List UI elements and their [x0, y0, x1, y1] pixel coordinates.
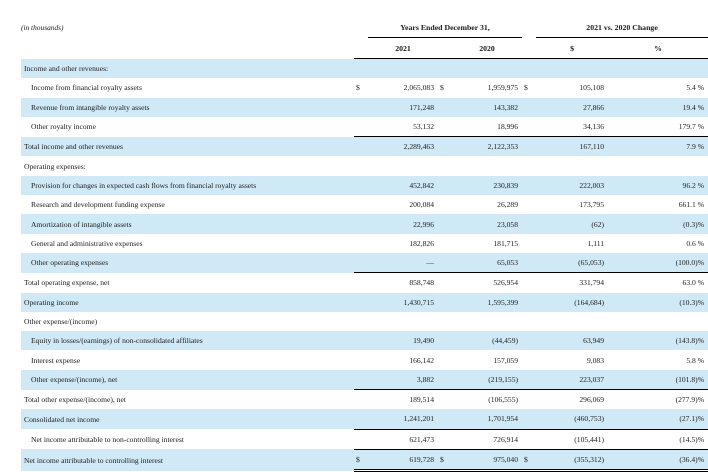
table-row: [21, 429, 708, 449]
value-2021: 1,430,715: [368, 293, 438, 312]
row-label: Income from financial royalty assets: [31, 83, 142, 93]
table-row: [21, 98, 708, 117]
value-2021: 53,132: [368, 117, 438, 137]
years-group-header: Years Ended December 31,: [368, 17, 522, 38]
row-label: Interest expense: [31, 355, 81, 365]
value-2021: [368, 312, 438, 331]
value-2020: [452, 59, 522, 79]
currency-symbol: [522, 293, 536, 312]
table-row: [21, 195, 708, 214]
percent-change: 5.8 %: [686, 355, 705, 365]
percent-change: 63.0 %: [682, 278, 705, 288]
row-label: Net income attributable to controlling interest: [21, 449, 354, 470]
currency-symbol: [522, 253, 536, 273]
value-2021: 171,248: [368, 98, 438, 117]
header-row: [21, 17, 708, 38]
currency-symbol: [438, 117, 452, 137]
currency-symbol: [354, 293, 368, 312]
row-label: Equity in losses/(earnings) of non-consolidated affiliates: [21, 331, 354, 350]
percent-change: [608, 156, 708, 175]
currency-symbol: [438, 234, 452, 253]
value-2021: [368, 59, 438, 79]
percent-change: (14.5)%: [608, 429, 708, 449]
currency-symbol: [438, 390, 452, 410]
dollar-change: (164,684): [536, 293, 608, 312]
dollar-change: 63,949: [536, 331, 608, 350]
row-label: Operating expenses:: [24, 161, 86, 171]
table-row: [21, 312, 708, 331]
dollar-change: 222,003: [536, 176, 608, 195]
dollar-change: (105,441): [536, 429, 608, 449]
row-label: Net income attributable to non-controlling interest: [31, 434, 184, 444]
row-label: Total other expense/(income), net: [24, 394, 126, 404]
currency-symbol: [522, 59, 536, 79]
percent-change: 661.1 %: [678, 200, 705, 210]
table-row: [21, 253, 708, 273]
table-row: [21, 390, 708, 410]
table-row: [21, 137, 708, 157]
percent-change: [608, 59, 708, 79]
currency-symbol: [438, 273, 452, 293]
currency-symbol: $: [354, 449, 368, 470]
value-2020: 1,959,975: [487, 83, 519, 93]
dollar-change: 105,108: [579, 83, 605, 93]
currency-symbol: [522, 156, 536, 175]
value-2020: (219,155): [452, 370, 522, 390]
currency-symbol: [438, 331, 452, 350]
currency-symbol: [354, 214, 368, 233]
percent-change: (27.1)%: [608, 409, 708, 429]
value-2020: (44,459): [452, 331, 522, 350]
value-2020: 2,122,353: [452, 137, 522, 157]
value-2021: 858,748: [409, 278, 434, 288]
currency-symbol: [522, 176, 536, 195]
currency-symbol: $: [524, 83, 528, 93]
currency-symbol: [522, 98, 536, 117]
table-row: [21, 234, 708, 253]
currency-symbol: [354, 253, 368, 273]
currency-symbol: [354, 234, 368, 253]
dollar-change: 34,136: [536, 117, 608, 137]
percent-change: (101.8)%: [608, 370, 708, 390]
row-label: Other operating expenses: [21, 253, 354, 273]
currency-symbol: $: [440, 83, 444, 93]
value-2020: 157,059: [493, 355, 519, 365]
currency-symbol: [522, 234, 536, 253]
table-row: [21, 350, 708, 369]
row-label: Research and development funding expense: [31, 200, 165, 210]
currency-symbol: $: [356, 83, 360, 93]
table-row: [21, 176, 708, 195]
value-2020: 526,954: [493, 278, 519, 288]
currency-symbol: [438, 312, 452, 331]
value-2021: 19,490: [368, 331, 438, 350]
currency-symbol: [354, 312, 368, 331]
units-label: (in thousands): [21, 22, 64, 32]
currency-symbol: [438, 176, 452, 195]
value-2021: 621,473: [368, 429, 438, 449]
dollar-change: [536, 156, 608, 175]
currency-symbol: [354, 176, 368, 195]
currency-symbol: [438, 195, 452, 214]
col-2021-header: 2021: [368, 38, 438, 59]
statement-body: [21, 59, 708, 471]
currency-symbol: [354, 195, 368, 214]
table-row: [21, 273, 708, 293]
table-row: [21, 156, 708, 175]
value-2020: (106,555): [488, 395, 519, 405]
currency-symbol: [522, 214, 536, 233]
currency-symbol: [438, 293, 452, 312]
currency-symbol: [438, 156, 452, 175]
currency-symbol: [522, 390, 536, 410]
value-2020: 181,715: [493, 238, 519, 248]
percent-change: 7.9 %: [608, 137, 708, 157]
value-2020: 23,058: [452, 214, 522, 233]
dollar-change: 296,069: [579, 395, 605, 405]
table-row: [21, 449, 708, 470]
currency-symbol: [438, 214, 452, 233]
dollar-change: (460,753): [536, 409, 608, 429]
currency-symbol: [522, 195, 536, 214]
value-2020: 975,040: [452, 449, 522, 470]
percent-change: 0.6 %: [686, 238, 705, 248]
row-label: Consolidated net income: [21, 409, 354, 429]
table-row: [21, 59, 708, 79]
row-label: Other royalty income: [31, 122, 96, 132]
value-2020: 230,839: [452, 176, 522, 195]
currency-symbol: [438, 429, 452, 449]
value-2020: 18,996: [452, 117, 522, 137]
currency-symbol: [438, 409, 452, 429]
percent-change: (10.3)%: [608, 293, 708, 312]
dollar-change: (62): [536, 214, 608, 233]
currency-symbol: [354, 409, 368, 429]
dollar-change: 223,037: [536, 370, 608, 390]
value-2020: 26,289: [497, 200, 519, 210]
dollar-change: [536, 59, 608, 79]
value-2020: 726,914: [452, 429, 522, 449]
percent-change: (100.0)%: [608, 253, 708, 273]
table-row: [21, 370, 708, 390]
percent-change: [608, 312, 708, 331]
currency-symbol: [438, 98, 452, 117]
currency-symbol: [354, 390, 368, 410]
currency-symbol: [438, 350, 452, 369]
percent-change: (277.9)%: [675, 395, 705, 405]
row-label: General and administrative expenses: [31, 238, 143, 248]
row-label: Total income and other revenues: [21, 137, 354, 157]
subheader-row: [21, 38, 708, 59]
row-label: Revenue from intangible royalty assets: [21, 98, 354, 117]
value-2021: 452,842: [368, 176, 438, 195]
currency-symbol: [522, 331, 536, 350]
table-row: [21, 409, 708, 429]
dollar-change: 9,083: [586, 355, 605, 365]
currency-symbol: [522, 429, 536, 449]
value-2020: 143,382: [452, 98, 522, 117]
value-2020: 65,053: [452, 253, 522, 273]
table-row: [21, 78, 708, 97]
currency-symbol: [438, 137, 452, 157]
currency-symbol: [438, 59, 452, 79]
col-pct-change-header: %: [608, 38, 708, 59]
currency-symbol: [438, 370, 452, 390]
currency-symbol: [354, 98, 368, 117]
value-2021: [368, 156, 438, 175]
value-2021: 3,882: [368, 370, 438, 390]
currency-symbol: [438, 253, 452, 273]
currency-symbol: [522, 350, 536, 369]
table-row: [21, 293, 708, 312]
percent-change: (143.8)%: [608, 331, 708, 350]
percent-change: (36.4)%: [608, 449, 708, 470]
currency-symbol: [354, 273, 368, 293]
dollar-change: [536, 312, 608, 331]
percent-change: 96.2 %: [608, 176, 708, 195]
value-2021: 619,728: [368, 449, 438, 470]
currency-symbol: [522, 409, 536, 429]
value-2020: 1,701,954: [452, 409, 522, 429]
value-2021: 22,996: [368, 214, 438, 233]
value-2021: 1,241,201: [368, 409, 438, 429]
currency-symbol: [522, 273, 536, 293]
value-2020: [452, 312, 522, 331]
percent-change: 19.4 %: [608, 98, 708, 117]
dollar-change: 173,795: [579, 200, 605, 210]
row-label: Other expense/(income), net: [21, 370, 354, 390]
table-row: [21, 214, 708, 233]
value-2021: 189,514: [409, 395, 434, 405]
row-label: Other expense/(income): [24, 317, 98, 326]
row-label: Total operating expense, net: [24, 278, 110, 288]
currency-symbol: $: [522, 449, 536, 470]
dollar-change: 167,110: [536, 137, 608, 157]
currency-symbol: [354, 137, 368, 157]
value-2020: [452, 156, 522, 175]
value-2020: 1,595,399: [452, 293, 522, 312]
percent-change: 5.4 %: [686, 83, 705, 93]
col-dollar-change-header: $: [536, 38, 608, 59]
value-2021: —: [368, 253, 438, 273]
currency-symbol: [354, 429, 368, 449]
currency-symbol: [522, 370, 536, 390]
value-2021: 2,065,083: [403, 83, 434, 93]
row-label: Provision for changes in expected cash flows from financial royalty assets: [21, 176, 354, 195]
dollar-change: 27,866: [536, 98, 608, 117]
currency-symbol: [522, 117, 536, 137]
value-2021: 200,084: [409, 200, 434, 210]
currency-symbol: [354, 156, 368, 175]
table-row: [21, 117, 708, 137]
value-2021: 2,289,463: [368, 137, 438, 157]
table-row: [21, 331, 708, 350]
currency-symbol: [354, 370, 368, 390]
percent-change: (0.3)%: [608, 214, 708, 233]
row-label: Operating income: [21, 293, 354, 312]
currency-symbol: [354, 350, 368, 369]
currency-symbol: [522, 137, 536, 157]
income-statement-table: [21, 17, 708, 472]
currency-symbol: [354, 59, 368, 79]
row-label: Amortization of intangible assets: [21, 214, 354, 233]
currency-symbol: [354, 117, 368, 137]
change-group-header: 2021 vs. 2020 Change: [536, 17, 708, 38]
currency-symbol: [522, 312, 536, 331]
dollar-change: 331,794: [579, 278, 605, 288]
dollar-change: 1,111: [587, 238, 605, 248]
dollar-change: (65,053): [536, 253, 608, 273]
row-label: Income and other revenues:: [21, 59, 354, 79]
col-2020-header: 2020: [452, 38, 522, 59]
percent-change: 179.7 %: [608, 117, 708, 137]
dollar-change: (355,312): [536, 449, 608, 470]
currency-symbol: $: [438, 449, 452, 470]
value-2021: 166,142: [409, 355, 434, 365]
currency-symbol: [354, 331, 368, 350]
value-2021: 182,826: [409, 238, 434, 248]
